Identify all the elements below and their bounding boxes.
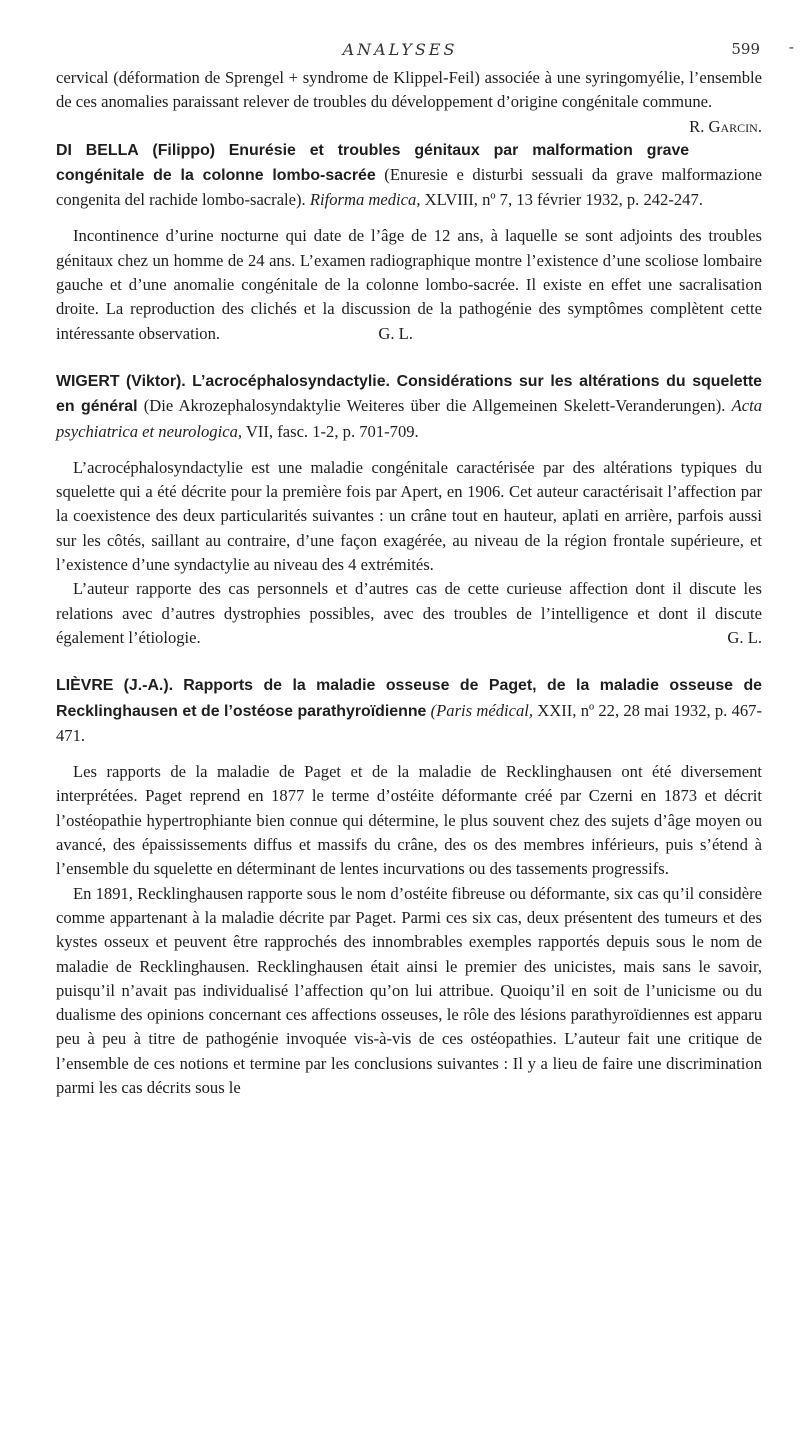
abstract-paragraph	[56, 456, 762, 577]
abstract-paragraph	[56, 224, 762, 345]
abstract-di-bella	[56, 138, 762, 346]
abstract-heading	[56, 673, 762, 748]
author-name: DI BELLA	[56, 141, 139, 159]
running-head	[0, 40, 800, 64]
author-name: WIGERT	[56, 372, 120, 390]
citation: XLVIII, nº 7, 13 février 1932, p. 242-247.	[424, 190, 703, 210]
title-bold: Rapports de la maladie osseuse de Paget, de la maladie osseuse de Recklinghausen et de l’ostéose parathyroïdienne	[56, 677, 762, 720]
paragraph-text: Les rapports de la maladie de Paget et de la maladie de Recklinghausen ont été diversement interprétées. Paget reprend en 1877 le terme d’ostéite déformante créé par Czerni en 1873 et décrit l’ostéopathie hypertrophiante bien connue qui détermine, le plus souvent chez des sujets d’âge moyen ou avancé, des épaississements diffus et massifs du crâne, des os des membres inférieurs, puis s’étend à l’ensemble du squelette en déterminant de lentes incurvations ou des tassements progressifs.	[56, 762, 762, 879]
running-head-title: ANALYSES	[342, 40, 458, 59]
journal: Riforma medica,	[309, 190, 421, 210]
abstract-heading	[56, 369, 762, 444]
journal: Acta psychiatrica et neurologica,	[56, 396, 763, 441]
author-first: (Viktor).	[125, 372, 186, 390]
title-bold: L’acrocéphalosyndactylie. Considérations sur les altérations du squelette en général	[56, 372, 762, 416]
intro-text: cervical (déformation de Sprengel + syndrome de Klippel-Feil) associée à une syringomyélie, l’ensemble de ces anomalies paraissant relever de troubles du développement d’origine congénitale commune.	[56, 68, 762, 112]
signature: G. L.	[727, 627, 762, 647]
signature: G. L.	[378, 323, 413, 343]
original-title: (Die Akrozephalosyndaktylie Weiteres über die Allgemeinen Skelett-Veranderungen).	[143, 396, 726, 416]
margin-dash: -	[788, 38, 794, 56]
intro-paragraph	[56, 66, 762, 136]
abstract-paragraph	[56, 577, 762, 650]
abstract-paragraph	[56, 760, 762, 881]
page-number: 599	[731, 40, 760, 58]
abstract-paragraph	[56, 882, 762, 1101]
abstract-wigert	[56, 369, 762, 650]
body-text	[56, 66, 762, 1100]
title-bold: Enurésie et troubles génitaux par malformation grave congénitale de la colonne lombo-sacrée	[56, 141, 690, 184]
original-title: (Enuresie e disturbi sessuali da grave malformazione congenita del rachide lombo-sacrale).	[56, 164, 762, 210]
paragraph-text: L’auteur rapporte des cas personnels et d’autres cas de cette curieuse affection dont il discute les relations avec d’autres dystrophies possibles, avec des troubles de l’intelligence et dont il discute également l’étiologie.	[56, 579, 762, 647]
abstract-heading	[56, 138, 762, 213]
paragraph-text: L’acrocéphalosyndactylie est une maladie congénitale caractérisée par des altérations typiques du squelette qui a été décrite pour la première fois par Apert, en 1906. Cet auteur caractérisait l’affection par la coexistence des deux particularités suivantes : un crâne tout en hauteur, aplati en arrière, parfois aussi sur les côtés, saillant au contraire, d’une façon exagérée, au niveau de la région frontale supérieure, et l’existence d’une syndactylie au niveau des 4 extrémités.	[56, 457, 762, 575]
abstract-lievre	[56, 673, 762, 1100]
paragraph-text: En 1891, Recklinghausen rapporte sous le nom d’ostéite fibreuse ou déformante, six cas qu’il considère comme appartenant à la maladie décrite par Paget. Parmi ces six cas, deux présentent des tumeurs et des kystes osseux et peuvent être rapprochés des innombrables exemples rapportés depuis sous le nom de maladie de Recklinghausen. Recklinghausen était ainsi le premier des unicistes, mais sans le savoir, puisqu’il n’avait pas individualisé l’affection qu’on lui attribue. Quoiqu’il en soit de l’unicisme ou du dualisme des opinions concernant ces affections osseuses, le rôle des lésions parathyroïdiennes est apparu peu à peu à titre de pathogénie invoquée vis-à-vis de ces ostéopathies. L’auteur fait une critique de l’ensemble de ces notions et termine par les conclusions suivantes : Il y a lieu de faire une discrimination parmi les cas décrits sous le	[56, 883, 762, 1097]
citation: VII, fasc. 1-2, p. 701-709.	[245, 421, 419, 441]
author-first: (Filippo)	[152, 141, 216, 159]
journal: (Paris médical,	[430, 700, 534, 720]
intro-signature: R. Garcin.	[689, 116, 762, 136]
paragraph-text: Incontinence d’urine nocturne qui date de l’âge de 12 ans, à laquelle se sont adjoints des troubles génitaux chez un homme de 24 ans. L’examen radiographique montre l’existence d’une scoliose lombaire gauche et d’une anomalie congénitale de la colonne lombo-sacrée. Il existe en effet une sacralisation droite. La reproduction des clichés et la discussion de la pathogénie des symptômes complètent cette intéressante observation.	[56, 226, 762, 343]
author-name: LIÈVRE	[56, 677, 114, 695]
author-first: (J.-A.).	[123, 677, 174, 695]
citation: XXII, nº 22, 28 mai 1932, p. 467-471.	[56, 700, 762, 745]
